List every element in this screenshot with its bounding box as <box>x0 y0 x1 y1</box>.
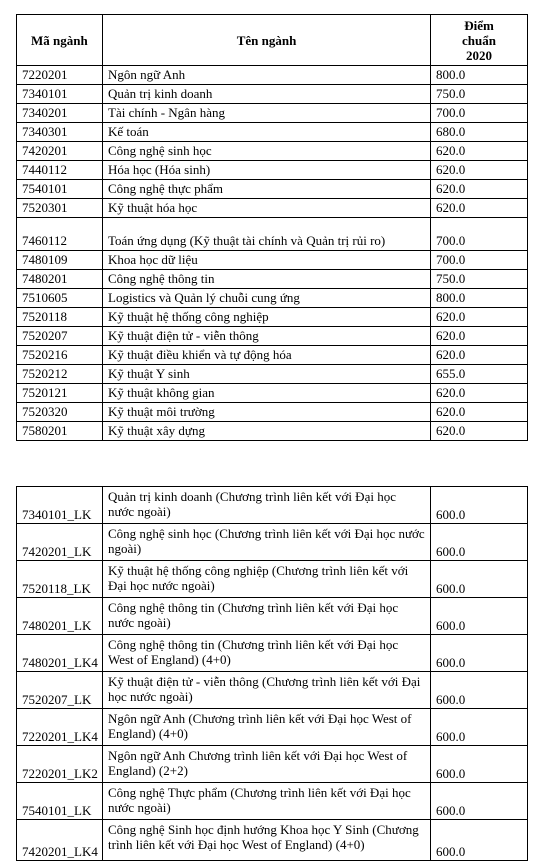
score-cell: 620.0 <box>431 403 528 422</box>
score-cell: 620.0 <box>431 142 528 161</box>
name-cell: Ngôn ngữ Anh (Chương trình liên kết với Đại học West of England) (4+0) <box>103 709 431 746</box>
table-row <box>17 422 528 441</box>
name-cell: Kỹ thuật điện tử - viễn thông <box>103 327 431 346</box>
code-cell: 7220201 <box>17 66 103 85</box>
score-cell: 620.0 <box>431 308 528 327</box>
score-cell: 600.0 <box>431 635 528 672</box>
code-cell: 7520207_LK <box>17 672 103 709</box>
score-cell: 620.0 <box>431 180 528 199</box>
header-name: Tên ngành <box>103 15 431 66</box>
name-cell: Kỹ thuật hệ thống công nghiệp <box>103 308 431 327</box>
score-cell: 620.0 <box>431 346 528 365</box>
name-cell: Công nghệ sinh học (Chương trình liên kết với Đại học nước ngoài) <box>103 524 431 561</box>
score-cell: 600.0 <box>431 672 528 709</box>
header-row <box>17 15 528 66</box>
code-cell: 7520301 <box>17 199 103 218</box>
score-cell: 655.0 <box>431 365 528 384</box>
code-cell: 7520216 <box>17 346 103 365</box>
score-cell: 620.0 <box>431 199 528 218</box>
table-body <box>17 487 528 861</box>
code-cell: 7340101 <box>17 85 103 104</box>
header-score-line2: chuẩn <box>462 32 496 48</box>
name-cell: Kỹ thuật điện tử - viễn thông (Chương trình liên kết với Đại học nước ngoài) <box>103 672 431 709</box>
table-row <box>17 346 528 365</box>
table-row <box>17 104 528 123</box>
name-cell: Kỹ thuật môi trường <box>103 403 431 422</box>
table-row <box>17 289 528 308</box>
code-cell: 7520118 <box>17 308 103 327</box>
name-cell: Công nghệ Thực phẩm (Chương trình liên kết với Đại học nước ngoài) <box>103 783 431 820</box>
header-code: Mã ngành <box>17 15 103 66</box>
name-cell: Kế toán <box>103 123 431 142</box>
name-cell: Công nghệ sinh học <box>103 142 431 161</box>
table-body <box>17 66 528 441</box>
table-row <box>17 561 528 598</box>
table-row <box>17 635 528 672</box>
table-row <box>17 270 528 289</box>
code-cell: 7520320 <box>17 403 103 422</box>
name-cell: Khoa học dữ liệu <box>103 251 431 270</box>
code-cell: 7540101 <box>17 180 103 199</box>
score-cell: 620.0 <box>431 422 528 441</box>
table-row <box>17 199 528 218</box>
score-cell: 800.0 <box>431 66 528 85</box>
table-row <box>17 709 528 746</box>
table-row <box>17 66 528 85</box>
code-cell: 7440112 <box>17 161 103 180</box>
code-cell: 7420201 <box>17 142 103 161</box>
score-cell: 600.0 <box>431 746 528 783</box>
score-cell: 620.0 <box>431 327 528 346</box>
code-cell: 7520212 <box>17 365 103 384</box>
table-row <box>17 524 528 561</box>
score-cell: 680.0 <box>431 123 528 142</box>
code-cell: 7520118_LK <box>17 561 103 598</box>
table-row <box>17 746 528 783</box>
name-cell: Kỹ thuật điều khiển và tự động hóa <box>103 346 431 365</box>
code-cell: 7340101_LK <box>17 487 103 524</box>
score-cell: 600.0 <box>431 709 528 746</box>
code-cell: 7340301 <box>17 123 103 142</box>
name-cell: Quản trị kinh doanh <box>103 85 431 104</box>
table-row <box>17 142 528 161</box>
score-cell: 750.0 <box>431 85 528 104</box>
score-cell: 600.0 <box>431 820 528 861</box>
code-cell: 7480201_LK <box>17 598 103 635</box>
code-cell: 7420201_LK <box>17 524 103 561</box>
name-cell: Công nghệ Sinh học định hướng Khoa học Y Sinh (Chương trình liên kết với Đại học West of England) (4+0) <box>103 820 431 861</box>
name-cell: Công nghệ thực phẩm <box>103 180 431 199</box>
name-cell: Kỹ thuật xây dựng <box>103 422 431 441</box>
score-cell: 620.0 <box>431 384 528 403</box>
table-row <box>17 251 528 270</box>
name-cell: Kỹ thuật hệ thống công nghiệp (Chương trình liên kết với Đại học nước ngoài) <box>103 561 431 598</box>
score-cell: 600.0 <box>431 598 528 635</box>
score-cell: 750.0 <box>431 270 528 289</box>
name-cell: Toán ứng dụng (Kỹ thuật tài chính và Quản trị rủi ro) <box>103 218 431 251</box>
header-score-line3: 2020 <box>466 47 492 63</box>
name-cell: Kỹ thuật không gian <box>103 384 431 403</box>
table-row <box>17 327 528 346</box>
name-cell: Ngôn ngữ Anh Chương trình liên kết với Đại học West of England) (2+2) <box>103 746 431 783</box>
name-cell: Kỹ thuật hóa học <box>103 199 431 218</box>
name-cell: Công nghệ thông tin (Chương trình liên kết với Đại học nước ngoài) <box>103 598 431 635</box>
table-row <box>17 365 528 384</box>
name-cell: Công nghệ thông tin <box>103 270 431 289</box>
name-cell: Kỹ thuật Y sinh <box>103 365 431 384</box>
code-cell: 7520121 <box>17 384 103 403</box>
score-cell: 700.0 <box>431 104 528 123</box>
table-row <box>17 123 528 142</box>
table-row <box>17 161 528 180</box>
code-cell: 7480201_LK4 <box>17 635 103 672</box>
code-cell: 7220201_LK2 <box>17 746 103 783</box>
code-cell: 7580201 <box>17 422 103 441</box>
name-cell: Ngôn ngữ Anh <box>103 66 431 85</box>
table-row <box>17 403 528 422</box>
score-cell: 700.0 <box>431 218 528 251</box>
table-row <box>17 487 528 524</box>
score-cell: 600.0 <box>431 487 528 524</box>
name-cell: Logistics và Quản lý chuỗi cung ứng <box>103 289 431 308</box>
score-cell: 600.0 <box>431 783 528 820</box>
code-cell: 7540101_LK <box>17 783 103 820</box>
table-row <box>17 598 528 635</box>
score-cell: 600.0 <box>431 561 528 598</box>
code-cell: 7220201_LK4 <box>17 709 103 746</box>
table-row <box>17 672 528 709</box>
code-cell: 7480109 <box>17 251 103 270</box>
score-cell: 800.0 <box>431 289 528 308</box>
score-cell: 600.0 <box>431 524 528 561</box>
score-cell: 700.0 <box>431 251 528 270</box>
name-cell: Quản trị kinh doanh (Chương trình liên kết với Đại học nước ngoài) <box>103 487 431 524</box>
name-cell: Công nghệ thông tin (Chương trình liên kết với Đại học West of England) (4+0) <box>103 635 431 672</box>
joint-program-score-table <box>16 486 528 861</box>
table-row <box>17 180 528 199</box>
table-row <box>17 783 528 820</box>
table-row <box>17 218 528 251</box>
header-score-line1: Điểm <box>464 17 494 33</box>
table-row <box>17 384 528 403</box>
table-row <box>17 308 528 327</box>
name-cell: Hóa học (Hóa sinh) <box>103 161 431 180</box>
score-cell: 620.0 <box>431 161 528 180</box>
code-cell: 7340201 <box>17 104 103 123</box>
name-cell: Tài chính - Ngân hàng <box>103 104 431 123</box>
admission-score-table <box>16 14 528 441</box>
table-row <box>17 85 528 104</box>
table-row <box>17 820 528 861</box>
code-cell: 7480201 <box>17 270 103 289</box>
header-score <box>431 15 528 66</box>
code-cell: 7460112 <box>17 218 103 251</box>
code-cell: 7510605 <box>17 289 103 308</box>
code-cell: 7420201_LK4 <box>17 820 103 861</box>
code-cell: 7520207 <box>17 327 103 346</box>
